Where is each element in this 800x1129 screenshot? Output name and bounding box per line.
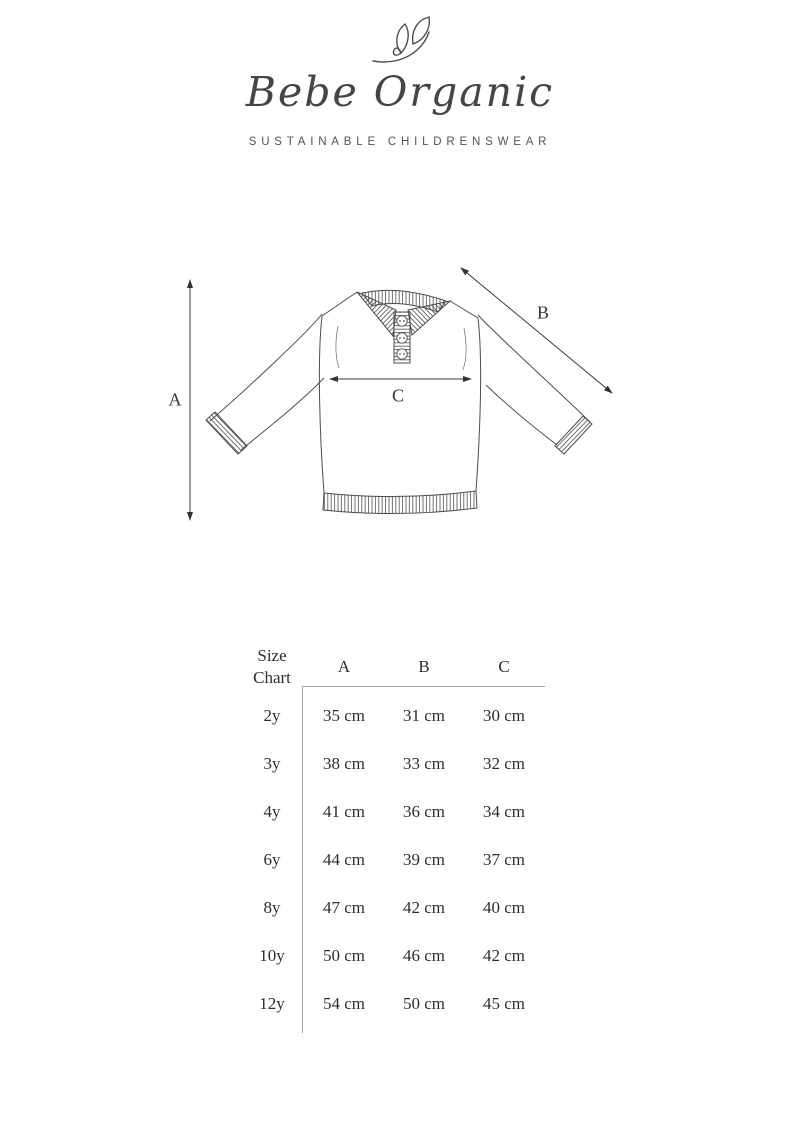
measurement-c: 32 cm	[482, 754, 526, 773]
measurement-a: 54 cm	[322, 994, 366, 1013]
brand-name: Bebe Organic	[245, 68, 555, 116]
size-label: 4y	[263, 802, 281, 821]
measure-label-a: A	[168, 389, 182, 410]
size-label: 2y	[263, 706, 281, 725]
size-label: 10y	[259, 946, 285, 965]
measurement-a: 38 cm	[322, 754, 366, 773]
brand-tagline: SUSTAINABLE CHILDRENSWEAR	[248, 136, 552, 148]
measure-label-c: C	[391, 385, 405, 406]
size-chart-title-cell	[240, 644, 304, 690]
measurement-c: 42 cm	[482, 946, 526, 965]
measurement-c: 34 cm	[482, 802, 526, 821]
measurement-b: 39 cm	[402, 850, 446, 869]
measurement-b: 31 cm	[402, 706, 446, 725]
measurement-c: 45 cm	[482, 994, 526, 1013]
measurement-c: 40 cm	[482, 898, 526, 917]
measurement-b: 42 cm	[402, 898, 446, 917]
measurement-a: 50 cm	[322, 946, 366, 965]
column-header-c: C	[498, 657, 510, 676]
measurement-a: 44 cm	[322, 850, 366, 869]
branch-leaves-icon	[372, 15, 436, 65]
size-chart-title: Size Chart	[253, 645, 291, 687]
column-header-b: B	[418, 657, 430, 676]
size-label: 8y	[263, 898, 281, 917]
measurement-b: 36 cm	[402, 802, 446, 821]
measure-label-b: B	[536, 302, 550, 323]
size-label: 3y	[263, 754, 281, 773]
measurement-a: 47 cm	[322, 898, 366, 917]
measurement-b: 33 cm	[402, 754, 446, 773]
size-label: 6y	[263, 850, 281, 869]
measurement-a: 35 cm	[322, 706, 366, 725]
measurement-b: 50 cm	[402, 994, 446, 1013]
measurement-c: 37 cm	[482, 850, 526, 869]
arrow-b	[461, 268, 612, 393]
size-chart-table	[240, 644, 544, 1028]
measurement-a: 41 cm	[322, 802, 366, 821]
measurement-c: 30 cm	[482, 706, 526, 725]
column-header-a: A	[337, 657, 351, 676]
size-label: 12y	[259, 994, 285, 1013]
measurement-b: 46 cm	[402, 946, 446, 965]
